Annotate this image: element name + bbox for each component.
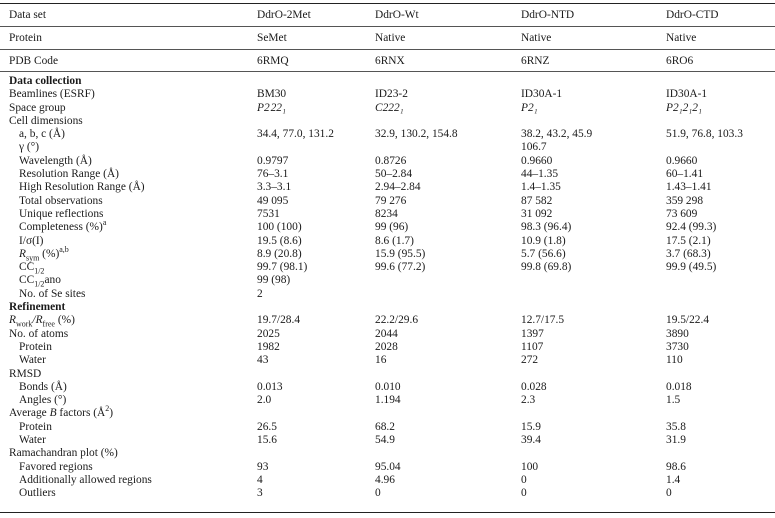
row-label: Cell dimensions — [9, 114, 83, 127]
label-sub: free — [42, 319, 55, 329]
label-tail: (%) — [54, 314, 75, 327]
table-row — [0, 261, 775, 274]
label-text: Average — [9, 407, 47, 420]
section-data-collection — [0, 75, 775, 88]
col-header-ctd: DdrO-CTD — [666, 9, 719, 21]
row-label: Outliers — [19, 487, 56, 500]
cell: 76–3.1 — [257, 168, 289, 181]
cell: 95.04 — [375, 460, 401, 473]
cell: 110 — [666, 354, 683, 367]
cell: 0.010 — [375, 380, 401, 393]
footnote-mark: a — [102, 218, 107, 228]
cell: 0.9660 — [521, 154, 553, 167]
label-sub: 1/2 — [34, 266, 45, 276]
section-refinement — [0, 301, 775, 314]
cell: 0.9797 — [257, 154, 289, 167]
cell: 98.6 — [666, 460, 686, 473]
label-text: R — [9, 314, 16, 327]
table-row — [0, 245, 775, 263]
cell: 99.8 (69.8) — [521, 261, 572, 274]
cell: 3.3–3.1 — [257, 181, 292, 194]
table-row — [0, 314, 775, 327]
cell: 19.7/28.4 — [257, 314, 301, 327]
row-label — [19, 218, 107, 234]
cell: 98.3 (96.4) — [521, 221, 572, 234]
label-close: ) — [109, 407, 114, 420]
row-label — [9, 404, 114, 420]
cell: 1.43–1.41 — [666, 181, 712, 194]
row-label: RMSD — [9, 367, 42, 380]
cell: 15.9 (95.5) — [375, 247, 426, 260]
row-label — [19, 274, 61, 287]
cell: 1.5 — [666, 394, 681, 407]
cell: 99.7 (98.1) — [257, 261, 308, 274]
cell: 2044 — [375, 327, 398, 340]
pdb-ctd: 6RO6 — [666, 55, 694, 67]
cell: 32.9, 130.2, 154.8 — [375, 128, 458, 141]
row-label: Favored regions — [19, 460, 93, 473]
cell: 31 092 — [521, 207, 553, 220]
col-header-ntd: DdrO-NTD — [521, 9, 575, 21]
col-header-wt: DdrO-Wt — [375, 9, 419, 21]
table-row — [0, 461, 775, 474]
cell: 0.028 — [521, 380, 547, 393]
table-row — [0, 328, 775, 341]
cell: 7531 — [257, 207, 280, 220]
cell: 0.9660 — [666, 154, 698, 167]
cell: 359 298 — [666, 194, 704, 207]
table-row — [0, 141, 775, 154]
label-sub: 1/2 — [34, 279, 45, 289]
protein-row — [0, 27, 775, 49]
cell: 4.96 — [375, 473, 395, 486]
label-tail: ano — [44, 274, 61, 287]
header-row — [0, 4, 775, 26]
cell: 8234 — [375, 207, 398, 220]
cell: 272 — [521, 354, 539, 367]
cell: 15.6 — [257, 434, 277, 447]
table-row — [0, 128, 775, 141]
cell: 4 — [257, 473, 263, 486]
cell: 22.2/29.6 — [375, 314, 419, 327]
label-sub: work — [15, 319, 33, 329]
cell: 3 — [257, 487, 263, 500]
col-header-2met: DdrO-2Met — [257, 9, 311, 21]
cell: ID23-2 — [375, 88, 408, 101]
table-row — [0, 381, 775, 394]
cell: P2 22₁ — [257, 101, 286, 114]
row-label — [9, 314, 75, 327]
cell: 19.5/22.4 — [666, 314, 710, 327]
cell: 12.7/17.5 — [521, 314, 565, 327]
table-row — [0, 88, 775, 101]
cell: 51.9, 76.8, 103.3 — [666, 128, 743, 141]
table-row — [0, 434, 775, 447]
row-label — [19, 261, 44, 274]
table-row — [0, 487, 775, 500]
cell: 3.7 (68.3) — [666, 247, 711, 260]
cell: 99 (98) — [257, 274, 291, 287]
cell: 2.94–2.84 — [375, 181, 421, 194]
protein-wt: Native — [375, 32, 406, 44]
cell: 1982 — [257, 340, 280, 353]
label-text: Completeness (%) — [19, 221, 103, 234]
cell: 0 — [521, 473, 527, 486]
pdb-label: PDB Code — [9, 55, 59, 67]
row-label: Ramachandran plot (%) — [9, 447, 118, 460]
col-header-dataset: Data set — [9, 9, 47, 21]
cell: 5.7 (56.6) — [521, 247, 566, 260]
cell: ID30A-1 — [521, 88, 563, 101]
cell: 35.8 — [666, 420, 686, 433]
cell: 99.9 (49.5) — [666, 261, 717, 274]
row-label: Protein — [19, 420, 52, 433]
cell: 43 — [257, 354, 269, 367]
table-body — [0, 75, 775, 501]
footnote-mark: a,b — [59, 245, 69, 255]
protein-ntd: Native — [521, 32, 552, 44]
row-label: γ (°) — [19, 141, 40, 154]
cell: 26.5 — [257, 420, 277, 433]
cell: 99 (96) — [375, 221, 409, 234]
cell: 2025 — [257, 327, 280, 340]
protein-ctd: Native — [666, 32, 697, 44]
cell: 10.9 (1.8) — [521, 234, 566, 247]
cell: 0.8726 — [375, 154, 407, 167]
label-tail: factors (Å — [56, 407, 106, 420]
cell: 16 — [375, 354, 387, 367]
row-label: Unique reflections — [19, 207, 104, 220]
table-row — [0, 208, 775, 221]
pdb-wt: 6RNX — [375, 55, 405, 67]
table-row — [0, 155, 775, 168]
table-row — [0, 235, 775, 248]
section-title: Refinement — [9, 301, 66, 314]
row-label: Bonds (Å) — [19, 380, 67, 393]
table-row — [0, 288, 775, 301]
table-row — [0, 394, 775, 407]
cell: 73 609 — [666, 207, 698, 220]
cell: 93 — [257, 460, 269, 473]
cell: BM30 — [257, 88, 287, 101]
pdb-ntd: 6RNZ — [521, 55, 550, 67]
label-sub: sym — [25, 253, 40, 263]
table-row — [0, 195, 775, 208]
cell: 3730 — [666, 340, 689, 353]
label-text: R — [19, 247, 26, 260]
cell: 50–2.84 — [375, 168, 413, 181]
table-row — [0, 474, 775, 487]
cell: 3890 — [666, 327, 689, 340]
bottom-rule — [0, 512, 775, 513]
cell: 38.2, 43.2, 45.9 — [521, 128, 593, 141]
row-label: Total observations — [19, 194, 103, 207]
cell: 8.6 (1.7) — [375, 234, 414, 247]
cell: 106.7 — [521, 141, 547, 154]
cell: 44–1.35 — [521, 168, 559, 181]
pdb-2met: 6RMQ — [257, 55, 289, 67]
protein-label: Protein — [9, 32, 42, 44]
table-row — [0, 447, 775, 460]
cell: 0 — [375, 487, 381, 500]
cell: 0.018 — [666, 380, 692, 393]
cell: 60–1.41 — [666, 168, 704, 181]
cell: 92.4 (99.3) — [666, 221, 717, 234]
cell: 1.4 — [666, 473, 681, 486]
table-row — [0, 168, 775, 181]
row-label: Water — [19, 354, 46, 367]
cell: 15.9 — [521, 420, 541, 433]
row-label: Water — [19, 434, 46, 447]
row-label: Resolution Range (Å) — [19, 168, 119, 181]
table-row — [0, 404, 775, 420]
cell: 79 276 — [375, 194, 407, 207]
cell: 49 095 — [257, 194, 289, 207]
pdb-rule — [0, 71, 775, 72]
table-row — [0, 115, 775, 128]
row-label: Space group — [9, 101, 66, 114]
row-label — [19, 245, 69, 263]
cell: 1.194 — [375, 394, 401, 407]
row-label: Beamlines (ESRF) — [9, 88, 95, 101]
protein-2met: SeMet — [257, 32, 287, 44]
cell: 2.0 — [257, 394, 272, 407]
cell: P2₁2₁2₁ — [666, 101, 702, 114]
cell: 0 — [666, 487, 672, 500]
label-var: B — [49, 407, 57, 420]
cell: 0 — [521, 487, 527, 500]
cell: 17.5 (2.1) — [666, 234, 711, 247]
row-label: High Resolution Range (Å) — [19, 181, 145, 194]
cell: 100 (100) — [257, 221, 302, 234]
cell: 39.4 — [521, 434, 541, 447]
row-label: I/σ(I) — [19, 234, 44, 247]
cell: 34.4, 77.0, 131.2 — [257, 128, 334, 141]
table-row — [0, 274, 775, 287]
cell: 2028 — [375, 340, 398, 353]
cell: 31.9 — [666, 434, 686, 447]
cell: 68.2 — [375, 420, 395, 433]
row-label: No. of Se sites — [19, 287, 86, 300]
label-tail: (%) — [39, 247, 60, 260]
cell: 99.6 (77.2) — [375, 261, 426, 274]
cell: 1.4–1.35 — [521, 181, 561, 194]
row-label: Additionally allowed regions — [19, 473, 152, 486]
label-sup: 2 — [105, 404, 110, 414]
cell: 100 — [521, 460, 539, 473]
row-label: a, b, c (Å) — [19, 128, 65, 141]
row-label: No. of atoms — [9, 327, 69, 340]
row-label: Angles (°) — [19, 394, 67, 407]
table-row — [0, 421, 775, 434]
table-row — [0, 341, 775, 354]
cell: 1397 — [521, 327, 544, 340]
section-title: Data collection — [9, 75, 82, 87]
cell: P2₁ — [521, 101, 538, 114]
cell: ID30A-1 — [666, 88, 708, 101]
label-text: CC — [19, 274, 35, 287]
label-mid: /R — [32, 314, 43, 327]
cell: 0.013 — [257, 380, 283, 393]
table-row — [0, 218, 775, 234]
row-label: Protein — [19, 340, 52, 353]
table-row — [0, 181, 775, 194]
cell: 1107 — [521, 340, 544, 353]
label-text: CC — [19, 261, 35, 274]
cell: 2.3 — [521, 394, 536, 407]
table-row — [0, 354, 775, 367]
cell: 87 582 — [521, 194, 553, 207]
cell: C222₁ — [375, 101, 404, 114]
cell: 2 — [257, 287, 263, 300]
table-row — [0, 368, 775, 381]
table-row — [0, 102, 775, 115]
row-label: Wavelength (Å) — [19, 154, 92, 167]
cell: 19.5 (8.6) — [257, 234, 302, 247]
pdb-row — [0, 50, 775, 72]
cell: 8.9 (20.8) — [257, 247, 302, 260]
cell: 54.9 — [375, 434, 395, 447]
